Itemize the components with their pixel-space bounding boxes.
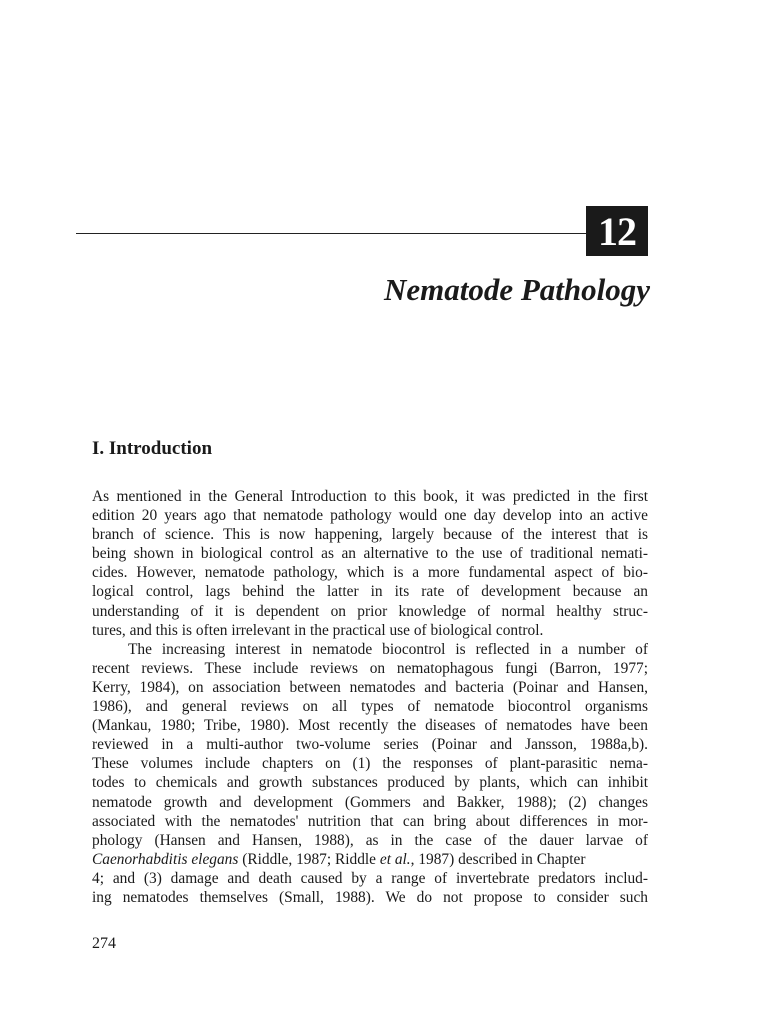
chapter-rule xyxy=(76,233,586,234)
citation-text: , 1987) described in Chapter xyxy=(410,850,586,868)
text-line: Kerry, 1984), on association between nematodes and bacteria (Poinar and Hansen, xyxy=(92,678,648,696)
text-line: ing nematodes themselves (Small, 1988). We do not propose to consider such xyxy=(92,888,648,906)
text-line: 1986), and general reviews on all types of nematode biocontrol organisms xyxy=(92,698,648,716)
text-line: recent reviews. These include reviews on nematophagous fungi (Barron, 1977; xyxy=(92,659,648,677)
section-heading: I. Introduction xyxy=(92,438,213,459)
body-text xyxy=(92,487,648,907)
text-line: logical control, lags behind the latter in its rate of development because an xyxy=(92,583,648,601)
text-line: tures, and this is often irrelevant in the practical use of biological control. xyxy=(92,621,544,639)
text-line: (Mankau, 1980; Tribe, 1980). Most recently the diseases of nematodes have been xyxy=(92,717,648,735)
chapter-number-badge: 12 xyxy=(586,206,648,256)
text-line: nematode growth and development (Gommers and Bakker, 1988); (2) changes xyxy=(92,793,648,811)
text-line: These volumes include chapters on (1) the responses of plant-parasitic nema- xyxy=(92,755,648,773)
text-line: As mentioned in the General Introduction to this book, it was predicted in the first xyxy=(92,488,648,505)
text-line: associated with the nematodes' nutrition that can bring about differences in mor- xyxy=(92,812,648,830)
text-line-with-italics xyxy=(92,850,648,869)
text-line: understanding of it is dependent on prior knowledge of normal healthy struc- xyxy=(92,602,648,620)
species-name: Caenorhabditis elegans xyxy=(92,850,239,868)
text-line: branch of science. This is now happening, largely because of the interest that is xyxy=(92,526,648,544)
text-line: edition 20 years ago that nematode pathology would one day develop into an active xyxy=(92,507,648,525)
citation-text: (Riddle, 1987; Riddle xyxy=(238,850,380,868)
text-line: cides. However, nematode pathology, which is a more fundamental aspect of bio- xyxy=(92,564,648,582)
chapter-title: Nematode Pathology xyxy=(383,272,650,307)
text-line: todes to chemicals and growth substances produced by plants, which can inhibit xyxy=(92,774,648,792)
text-line: being shown in biological control as an alternative to the use of traditional nemati- xyxy=(92,545,648,563)
text-line: The increasing interest in nematode biocontrol is reflected in a number of xyxy=(128,640,648,658)
page-number: 274 xyxy=(92,935,116,952)
text-line: phology (Hansen and Hansen, 1988), as in the case of the dauer larvae of xyxy=(92,831,648,849)
text-line: reviewed in a multi-author two-volume series (Poinar and Jansson, 1988a,b). xyxy=(92,736,648,754)
et-al: et al. xyxy=(379,850,411,868)
text-line: 4; and (3) damage and death caused by a range of invertebrate predators includ- xyxy=(92,869,648,887)
